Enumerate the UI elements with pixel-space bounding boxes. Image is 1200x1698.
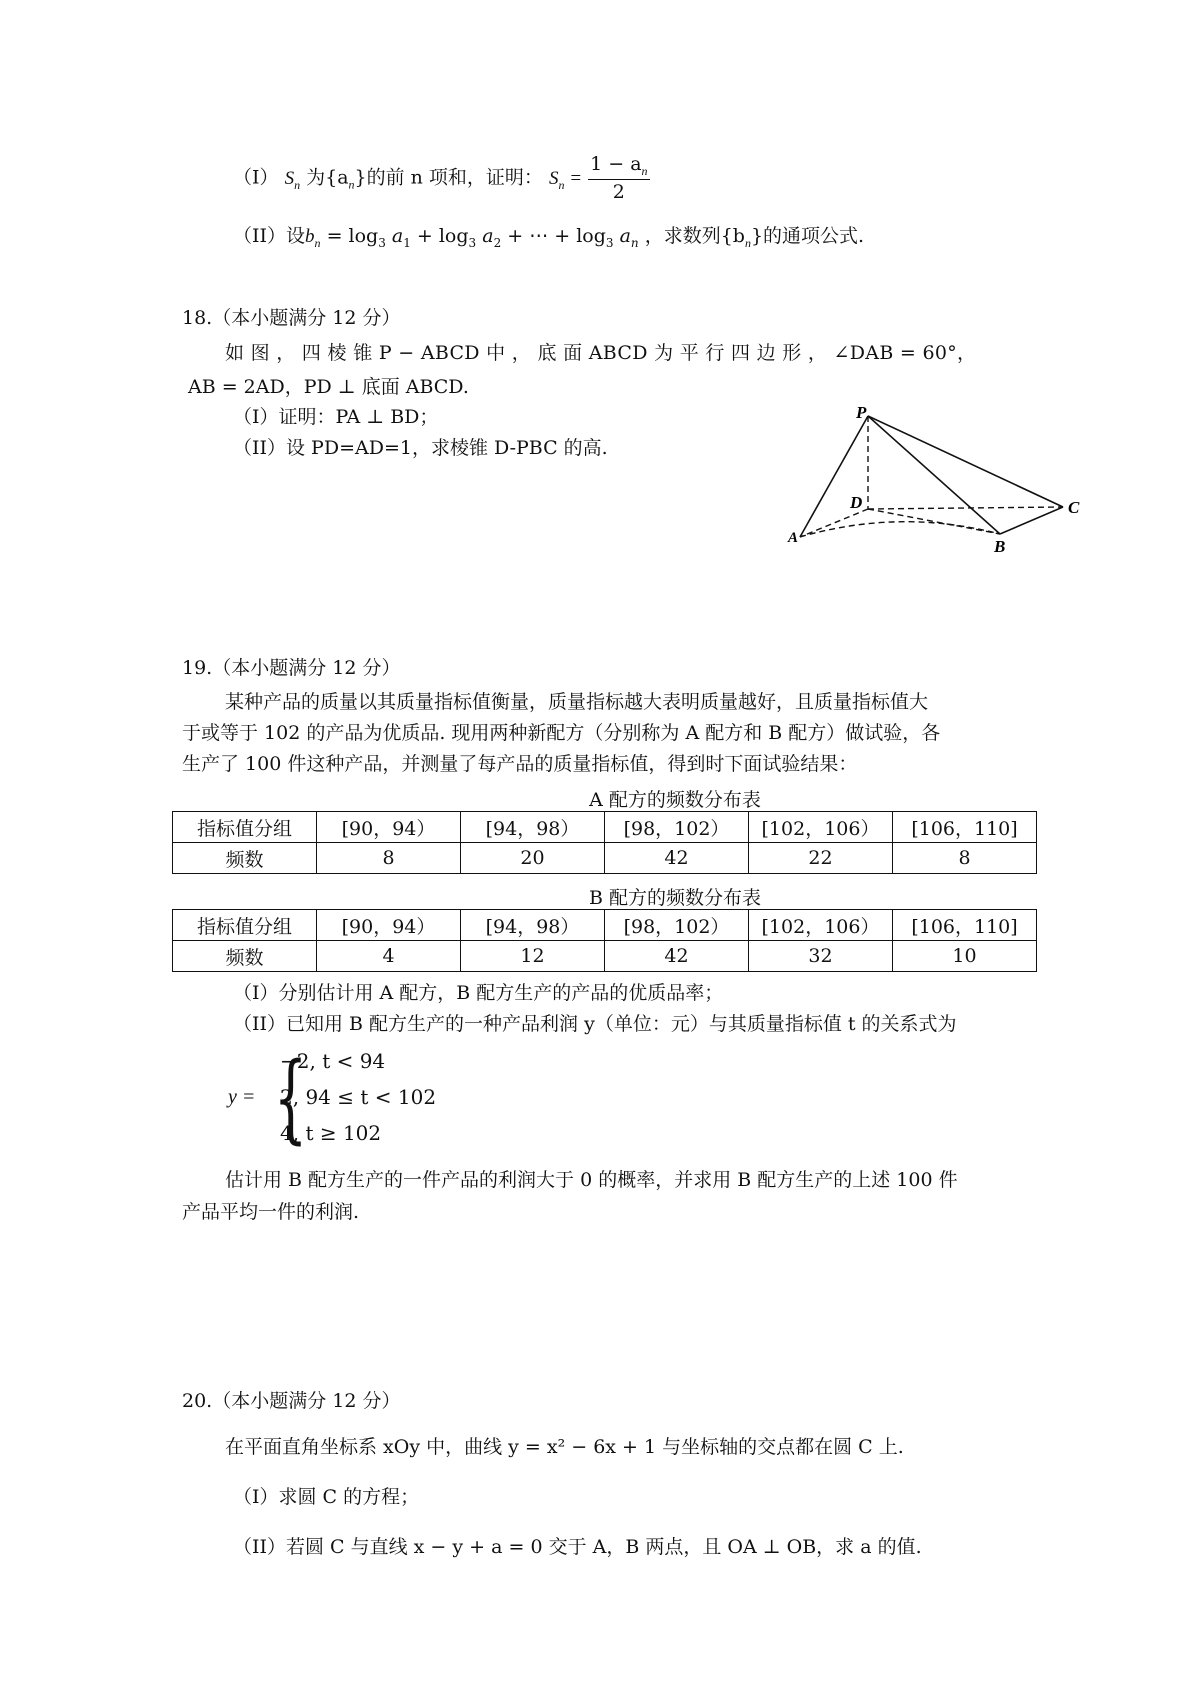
pyramid-figure <box>780 400 1100 560</box>
tableB-caption: B 配方的频数分布表 <box>588 887 761 909</box>
table-row <box>173 812 1037 843</box>
piecewise-brace: { <box>273 1042 308 1154</box>
edge-PA <box>800 416 868 537</box>
q19-heading: 19.（本小题满分 12 分） <box>182 657 401 679</box>
q19-para2: 于或等于 102 的产品为优质品. 现用两种新配方（分别称为 A 配方和 B 配方）做试验，各 <box>182 722 941 744</box>
table-header-cell: 指标值分组 <box>173 812 317 843</box>
q18-line1: 如 图 ， 四 棱 锥 P − ABCD 中 ， 底 面 ABCD 为 平 行 四 边 形 ， ∠DAB = 60°， <box>225 342 977 364</box>
q17-part1-prefix: （I） <box>233 166 279 189</box>
q17-part1-text: 为{a <box>306 166 349 189</box>
sub-n: n <box>348 177 355 192</box>
table-cell: [98，102） <box>605 812 749 843</box>
q18-part1: （I）证明：PA ⊥ BD； <box>233 406 439 428</box>
q17-part2: （II）设$b_n = \log_3 a_1 + \log_3 a_2$ + ⋯ + $\log_3 a_n$ ，求数列$\{b_n\}$的通项公式. <box>233 225 865 250</box>
table-cell: 42 <box>605 941 749 972</box>
table-cell: [98，102） <box>605 910 749 941</box>
edge-PC <box>868 416 1063 507</box>
q19-part2: （II）已知用 B 配方生产的一种产品利润 y（单位：元）与其质量指标值 t 的关系式为 <box>233 1013 957 1035</box>
table-cell: [90，94） <box>317 910 461 941</box>
table-header-cell: 频数 <box>173 941 317 972</box>
table-cell: 32 <box>749 941 893 972</box>
q20-heading: 20.（本小题满分 12 分） <box>182 1390 401 1412</box>
edge-PB <box>868 416 1000 534</box>
table-cell: 22 <box>749 843 893 874</box>
edge-DA <box>800 509 868 537</box>
q20-part1: （I）求圆 C 的方程； <box>233 1486 420 1508</box>
q20-part2: （II）若圆 C 与直线 x − y + a = 0 交于 A，B 两点，且 OA ⊥ OB，求 a 的值. <box>233 1536 922 1558</box>
frequency-table-b <box>172 909 1037 972</box>
table-cell: 10 <box>893 941 1037 972</box>
fraction <box>588 153 649 204</box>
label-B: B <box>994 537 1006 556</box>
table-cell: [106，110] <box>893 910 1037 941</box>
q20-line1: 在平面直角坐标系 xOy 中，曲线 y = x² − 6x + 1 与坐标轴的交点都在圆 C 上. <box>225 1436 904 1458</box>
table-cell: [90，94） <box>317 812 461 843</box>
piecewise-y: y = <box>228 1086 256 1108</box>
table-row <box>173 843 1037 874</box>
table-cell: 20 <box>461 843 605 874</box>
q19-part1: （I）分别估计用 A 配方，B 配方生产的产品的优质品率； <box>233 982 724 1004</box>
q19-para3: 生产了 100 件这种产品，并测量了每产品的质量指标值，得到时下面试验结果： <box>182 753 858 775</box>
table-header-cell: 指标值分组 <box>173 910 317 941</box>
table-cell: 12 <box>461 941 605 972</box>
table-row <box>173 941 1037 972</box>
table-cell: [94，98） <box>461 910 605 941</box>
table-cell: 8 <box>893 843 1037 874</box>
q17-part2-end: }的通项公式. <box>750 225 865 247</box>
label-A: A <box>788 530 799 546</box>
table-cell: [102，106） <box>749 812 893 843</box>
q18-part2: （II）设 PD=AD=1，求棱锥 D-PBC 的高. <box>233 437 608 459</box>
math-Sn-eq: $S_n$ = <box>548 167 583 192</box>
piecewise-case-1: −2, t < 94 <box>280 1049 386 1073</box>
edge-DC <box>868 507 1063 509</box>
q18-heading: 18.（本小题满分 12 分） <box>182 307 401 329</box>
frequency-table-a <box>172 811 1037 874</box>
piecewise-case-3: 4, t ≥ 102 <box>280 1121 382 1145</box>
fraction-numerator: $1 - a_n$ <box>588 153 649 180</box>
tableA-caption: A 配方的频数分布表 <box>589 789 761 811</box>
q18-line2: AB = 2AD，PD ⊥ 底面 ABCD. <box>188 376 469 398</box>
math-bn: $b_n$ <box>305 226 321 250</box>
table-cell: [106，110] <box>893 812 1037 843</box>
label-P: P <box>856 403 867 422</box>
q17-part2-formula: = $\log_3 a_1 + \log_3 a_2$ + ⋯ + $\log_3 a_n$ <box>326 225 639 250</box>
q17-part1 <box>233 153 650 204</box>
label-D: D <box>850 493 863 512</box>
q19-para5: 产品平均一件的利润. <box>182 1201 360 1223</box>
table-header-cell: 频数 <box>173 843 317 874</box>
math-Sn: $S_n$ <box>284 167 301 192</box>
q19-para1: 某种产品的质量以其质量指标值衡量，质量指标越大表明质量越好，且质量指标值大 <box>225 691 929 713</box>
q17-part2-suffix: ，求数列{b <box>644 225 745 247</box>
q17-part2-prefix: （II）设 <box>233 225 306 247</box>
label-C: C <box>1068 498 1080 517</box>
table-cell: 8 <box>317 843 461 874</box>
table-cell: [102，106） <box>749 910 893 941</box>
edge-DB <box>868 509 1000 534</box>
table-cell: 42 <box>605 843 749 874</box>
table-cell: 4 <box>317 941 461 972</box>
piecewise-case-2: 2, 94 ≤ t < 102 <box>280 1085 437 1109</box>
edge-BC <box>1000 507 1063 534</box>
table-cell: [94，98） <box>461 812 605 843</box>
fraction-denominator: 2 <box>612 181 625 204</box>
table-row <box>173 910 1037 941</box>
q19-para4: 估计用 B 配方生产的一件产品的利润大于 0 的概率，并求用 B 配方生产的上述 100 件 <box>225 1169 958 1191</box>
q17-part1-text2: }的前 n 项和，证明： <box>354 166 543 189</box>
